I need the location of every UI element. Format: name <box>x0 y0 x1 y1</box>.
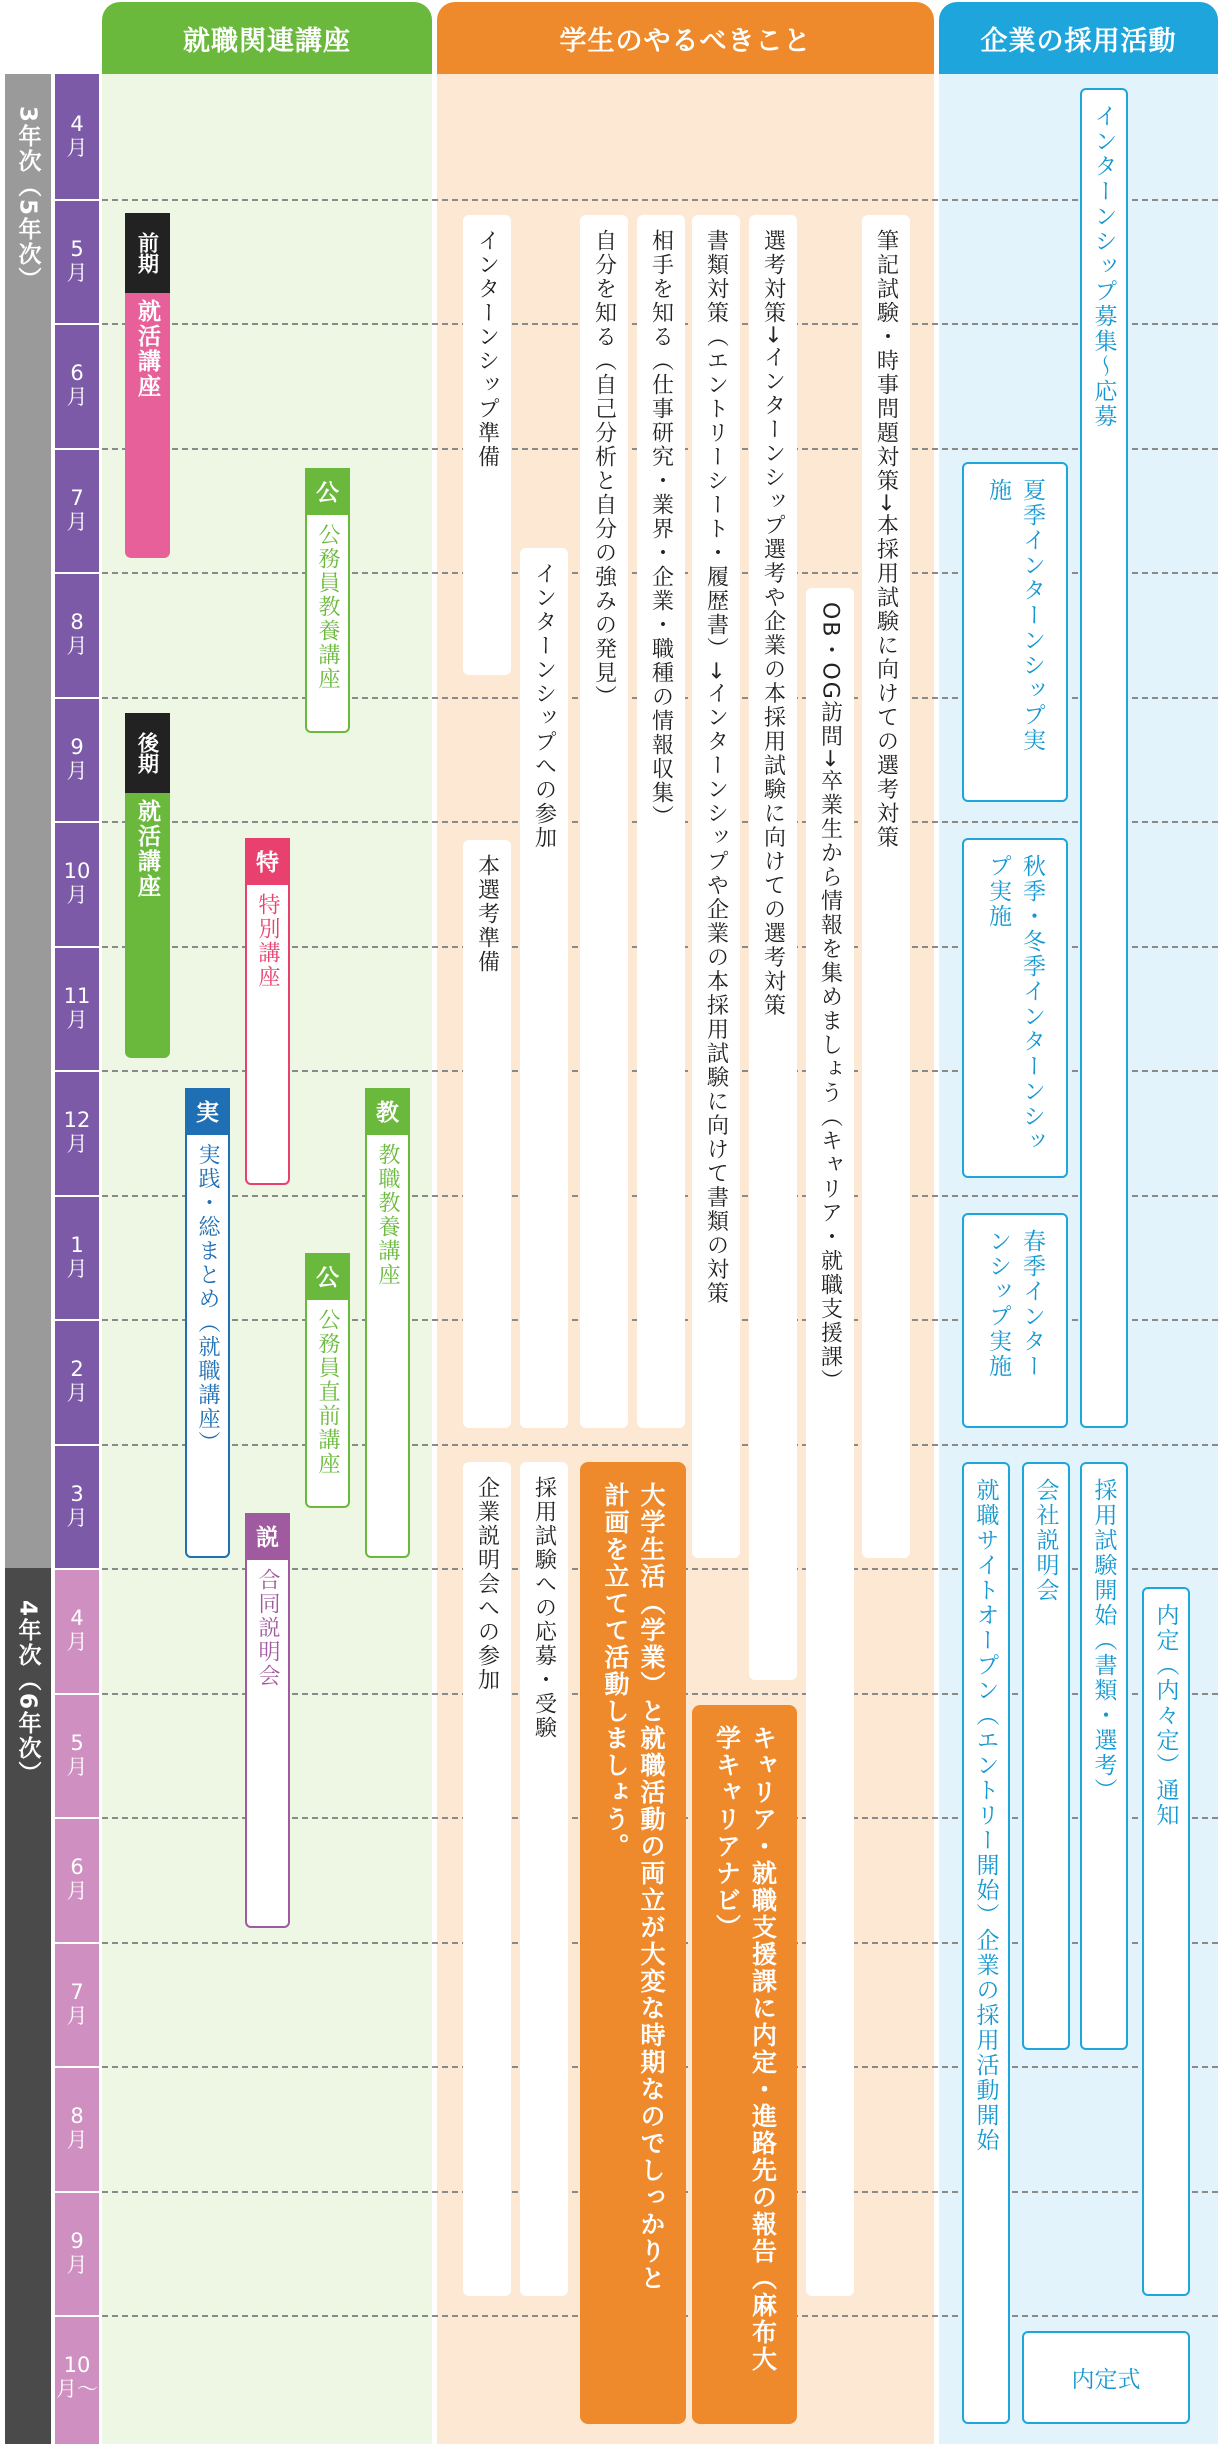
written-bar <box>862 215 910 1558</box>
month-unit: 月 <box>66 2003 88 2028</box>
setsumei-tag: 説 <box>245 1513 290 1558</box>
exam-start-label: 採用試験開始（書類・選考） <box>1090 1478 1117 1803</box>
balance-box <box>580 1462 686 2424</box>
year-3-label: 3年次（5年次） <box>14 106 41 293</box>
autumn-intern-label: 秋季・冬季インターンシップ実施 <box>985 854 1045 1154</box>
special-lecture-label: 特別講座 <box>255 893 280 989</box>
month-unit: 月 <box>66 260 88 285</box>
month-label <box>55 1817 99 1942</box>
month-number: 6 <box>70 1855 84 1880</box>
recruit-label: インターンシップ募集〜応募 <box>1090 104 1117 429</box>
month-separator <box>55 2191 99 2193</box>
month-number: 8 <box>70 2104 84 2129</box>
year-4-label: 4年次（6年次） <box>14 1600 41 1787</box>
partner-bar <box>637 215 685 1428</box>
written-label: 筆記試験・時事問題対策→本採用試験に向けての選考対策 <box>873 229 899 850</box>
month-label <box>55 1319 99 1444</box>
lectures-header: 就職関連講座 <box>102 2 432 74</box>
site-open-bar <box>962 1462 1010 2424</box>
self-bar <box>580 215 628 1428</box>
site-open-label: 就職サイトオープン（エントリー開始）企業の採用活動開始 <box>972 1478 999 2153</box>
companies-header: 企業の採用活動 <box>939 2 1218 74</box>
month-number: 12 <box>63 1108 91 1133</box>
month-number: 5 <box>70 1730 84 1755</box>
month-label <box>55 1444 99 1569</box>
month-label <box>55 1942 99 2067</box>
month-separator <box>55 1568 99 1570</box>
month-number: 7 <box>70 1979 84 2004</box>
month-unit: 月 <box>66 1505 88 1530</box>
self-label: 自分を知る（自己分析と自分の強みの発見） <box>591 229 617 709</box>
month-separator <box>55 697 99 699</box>
month-separator <box>55 323 99 325</box>
month-number: 5 <box>70 236 84 261</box>
month-separator <box>55 1444 99 1446</box>
koumuin2-lecture-label: 公務員直前講座 <box>315 1308 340 1476</box>
month-divider <box>102 1444 1218 1446</box>
month-unit: 月 <box>66 1007 88 1032</box>
month-separator <box>55 1817 99 1819</box>
naitei-label: 内定（内々定）通知 <box>1152 1603 1179 1828</box>
month-label <box>55 448 99 573</box>
month-label <box>55 2066 99 2191</box>
month-separator <box>55 572 99 574</box>
month-separator <box>55 1693 99 1695</box>
company-info-bar <box>463 1462 511 2296</box>
month-label <box>55 1693 99 1818</box>
balance-text: 大学生活（学業）と就職活動の両立が大変な時期なのでしっかりと計画を立てて活動しましょう。 <box>601 1482 666 2292</box>
month-unit: 月 <box>66 136 88 161</box>
month-unit: 月 <box>66 1754 88 1779</box>
practice-tag: 実 <box>185 1088 230 1133</box>
month-unit: 月 <box>66 1630 88 1655</box>
month-unit: 月 <box>66 634 88 659</box>
year-4-bar <box>5 1568 51 2444</box>
month-label <box>55 946 99 1071</box>
zenki-tag: 前期 <box>125 213 170 293</box>
month-label <box>55 1195 99 1320</box>
month-unit: 月 <box>66 1381 88 1406</box>
documents-label: 書類対策（エントリーシート・履歴書）→インターンシップや企業の本採用試験に向けて書類の対策 <box>703 229 729 1306</box>
month-unit: 月 <box>66 1879 88 1904</box>
month-separator <box>55 1195 99 1197</box>
month-number: 9 <box>70 734 84 759</box>
exam-start-bar <box>1080 1462 1128 2050</box>
obog-label: OB・OG訪問→卒業生から情報を集めましょう（キャリア・就職支援課） <box>817 602 843 1394</box>
month-separator <box>55 2315 99 2317</box>
month-unit: 月 <box>66 509 88 534</box>
month-number: 1 <box>70 1232 84 1257</box>
month-separator <box>55 2066 99 2068</box>
month-unit: 月〜 <box>56 2377 98 2402</box>
teacher-lecture-bar <box>365 1133 410 1558</box>
intern-join-bar <box>520 548 568 1428</box>
autumn-intern-box <box>962 838 1068 1178</box>
month-separator <box>55 821 99 823</box>
company-briefing-label: 会社説明会 <box>1032 1478 1059 1603</box>
selection-label: 選考対策→インターンシップ選考や企業の本採用試験に向けての選考対策 <box>760 229 786 1018</box>
kouki-lecture-label: 就活講座 <box>134 799 160 899</box>
students-header: 学生のやるべきこと <box>437 2 934 74</box>
month-label <box>55 1568 99 1693</box>
teacher-tag: 教 <box>365 1088 410 1133</box>
koumuin1-lecture-label: 公務員教養講座 <box>315 523 340 691</box>
month-label <box>55 199 99 324</box>
zenki-lecture-bar <box>125 293 170 558</box>
apply-label: 採用試験への応募・受験 <box>531 1476 557 1740</box>
month-unit: 月 <box>66 883 88 908</box>
zenki-lecture-label: 就活講座 <box>134 299 160 399</box>
partner-label: 相手を知る（仕事研究・業界・企業・職種の情報収集） <box>648 229 674 829</box>
month-label <box>55 2191 99 2316</box>
month-label <box>55 697 99 822</box>
kouki-lecture-bar <box>125 793 170 1058</box>
selection-bar <box>749 215 797 1680</box>
intern-prep-label: インターンシップ準備 <box>474 229 500 469</box>
month-separator <box>55 448 99 450</box>
month-separator <box>55 1319 99 1321</box>
setsumei-lecture-bar <box>245 1558 290 1928</box>
company-briefing-bar <box>1022 1462 1070 2050</box>
month-label <box>55 572 99 697</box>
documents-bar <box>692 215 740 1558</box>
month-unit: 月 <box>66 2252 88 2277</box>
month-number: 9 <box>70 2228 84 2253</box>
special-lecture-bar <box>245 883 290 1185</box>
month-number: 7 <box>70 485 84 510</box>
koumuin2-lecture-bar <box>305 1298 350 1508</box>
ceremony-box <box>1022 2331 1190 2424</box>
honsenkou-label: 本選考準備 <box>474 854 500 974</box>
naitei-bar <box>1142 1587 1190 2296</box>
month-label <box>55 1070 99 1195</box>
spring-intern-box <box>962 1213 1068 1428</box>
report-box <box>692 1705 797 2424</box>
month-number: 2 <box>70 1357 84 1382</box>
koumuin1-lecture-bar <box>305 513 350 733</box>
intern-prep-bar <box>463 215 511 675</box>
teacher-lecture-label: 教職教養講座 <box>375 1143 400 1287</box>
month-unit: 月 <box>66 1256 88 1281</box>
month-divider <box>102 199 1218 201</box>
ceremony-label: 内定式 <box>1071 2367 1141 2393</box>
month-label <box>55 821 99 946</box>
month-number: 8 <box>70 610 84 635</box>
month-unit: 月 <box>66 1132 88 1157</box>
honsenkou-bar <box>463 840 511 1428</box>
special-tag: 特 <box>245 838 290 883</box>
month-number: 6 <box>70 361 84 386</box>
month-unit: 月 <box>66 385 88 410</box>
summer-intern-label: 夏季インターンシップ実施 <box>985 478 1045 753</box>
month-number: 10 <box>63 2353 91 2378</box>
month-unit: 月 <box>66 2128 88 2153</box>
recruit-bar <box>1080 88 1128 1428</box>
apply-bar <box>520 1462 568 2296</box>
spring-intern-label: 春季インターンシップ実施 <box>985 1229 1045 1379</box>
report-text: キャリア・就職支援課に内定・進路先の報告（麻布大学キャリアナビ） <box>712 1725 778 2373</box>
month-label <box>55 74 99 199</box>
practice-lecture-bar <box>185 1133 230 1558</box>
year-3-bar <box>5 74 51 1568</box>
month-separator <box>55 946 99 948</box>
setsumei-lecture-label: 合同説明会 <box>255 1568 280 1688</box>
month-unit: 月 <box>66 758 88 783</box>
month-number: 3 <box>70 1481 84 1506</box>
month-separator <box>55 1942 99 1944</box>
practice-lecture-label: 実践・総まとめ（就職講座） <box>195 1143 220 1455</box>
month-separator <box>55 199 99 201</box>
month-separator <box>55 1070 99 1072</box>
koumuin1-tag: 公 <box>305 468 350 513</box>
month-label <box>55 323 99 448</box>
kouki-tag: 後期 <box>125 713 170 793</box>
month-number: 4 <box>70 112 84 137</box>
koumuin2-tag: 公 <box>305 1253 350 1298</box>
month-number: 4 <box>70 1606 84 1631</box>
obog-bar <box>806 588 854 2296</box>
month-number: 11 <box>63 983 91 1008</box>
month-number: 10 <box>63 859 91 884</box>
month-label <box>55 2315 99 2440</box>
summer-intern-box <box>962 462 1068 802</box>
company-info-label: 企業説明会への参加 <box>474 1476 500 1692</box>
intern-join-label: インターンシップへの参加 <box>531 562 557 850</box>
